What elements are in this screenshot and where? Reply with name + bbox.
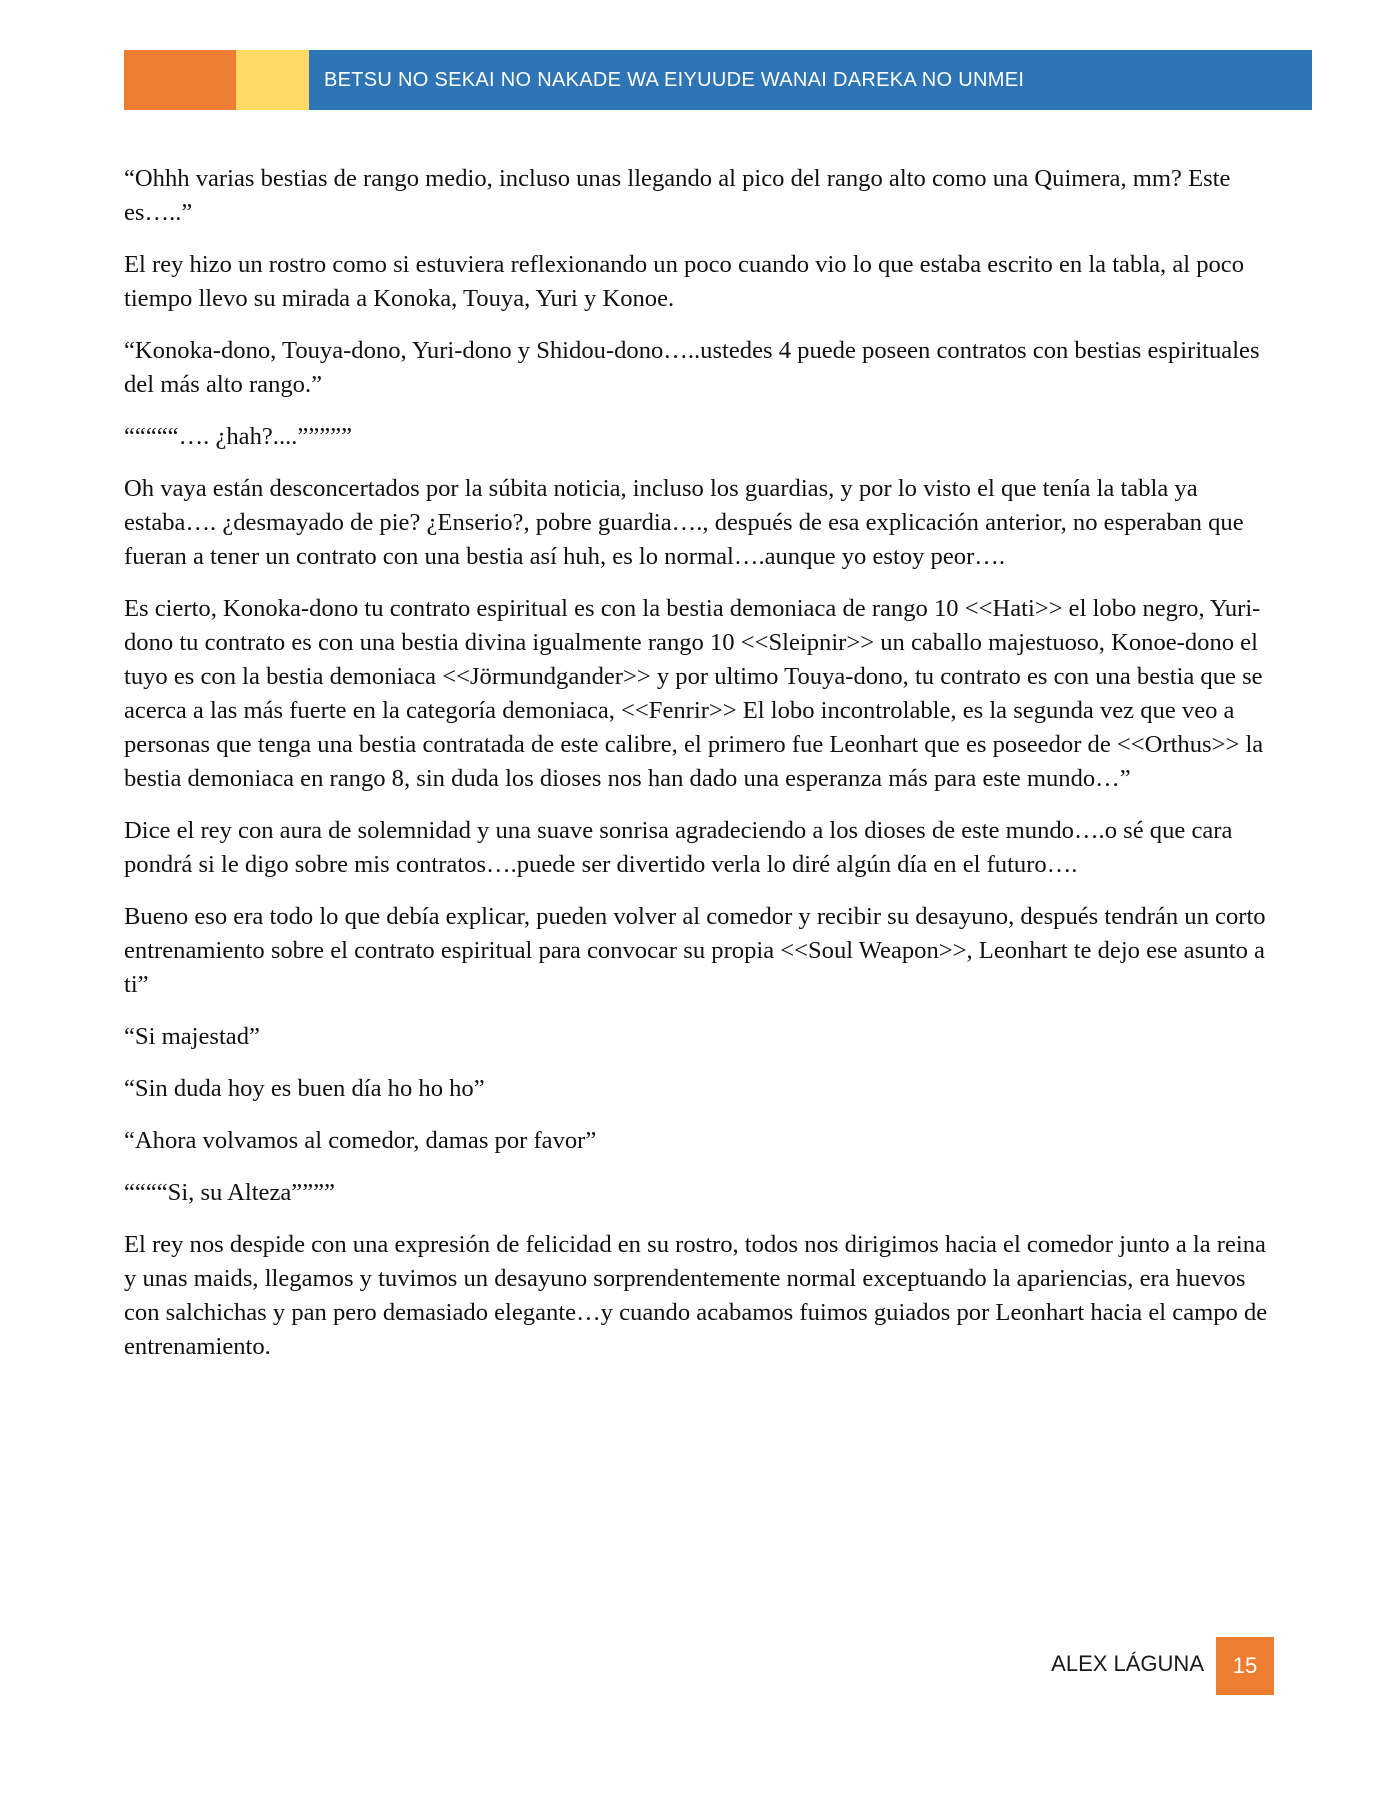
paragraph: “Ohhh varias bestias de rango medio, incluso unas llegando al pico del rango alto como una Quimera, mm? Este es…..” — [124, 165, 1231, 226]
header-title: BETSU NO SEKAI NO NAKADE WA EIYUUDE WANAI DAREKA NO UNMEI — [309, 50, 1312, 110]
document-body — [124, 162, 1274, 1382]
paragraph: Oh vaya están desconcertados por la súbita noticia, incluso los guardias, y por lo visto el que tenía la tabla ya estaba…. ¿desmayado de pie? ¿Enserio?, pobre guardia…., después de esa explicación anterior, no esperaban que fueran a tener un contrato con una bestia así huh, es lo normal….aunque yo estoy peor…. — [124, 475, 1244, 570]
paragraph: “Sin duda hoy es buen día ho ho ho” — [124, 1075, 485, 1102]
paragraph: “““““…. ¿hah?....””””” — [124, 423, 352, 450]
paragraph: ““““Si, su Alteza”””” — [124, 1179, 335, 1206]
paragraph: Bueno eso era todo lo que debía explicar, pueden volver al comedor y recibir su desayuno, después tendrán un corto entrenamiento sobre el contrato espiritual para convocar su propia <<Soul Weapon>>, Leonhart te dejo ese asunto a ti” — [124, 903, 1266, 998]
paragraph: “Konoka-dono, Touya-dono, Yuri-dono y Shidou-dono…..ustedes 4 puede poseen contratos con bestias espirituales del más alto rango.” — [124, 337, 1260, 398]
header-yellow-block — [236, 50, 309, 110]
footer-author: ALEX LÁGUNA — [1051, 1651, 1204, 1676]
paragraph: Es cierto, Konoka-dono tu contrato espiritual es con la bestia demoniaca de rango 10 <<Hati>> el lobo negro, Yuri-dono tu contrato es con una bestia divina igualmente rango 10 <<Sleipnir>> un caballo majestuoso, Konoe-dono el tuyo es con la bestia demoniaca <<Jörmundgander>> y por ultimo Touya-dono, tu contrato es con una bestia que se acerca a las más fuerte en la categoría demoniaca, <<Fenrir>> El lobo incontrolable, es la segunda vez que veo a personas que tenga una bestia contratada de este calibre, el primero fue Leonhart que es poseedor de <<Orthus>> la bestia demoniaca en rango 8, sin duda los dioses nos han dado una esperanza más para este mundo…” — [124, 595, 1264, 792]
paragraph: “Si majestad” — [124, 1023, 260, 1050]
page-header — [124, 50, 1312, 110]
paragraph: El rey hizo un rostro como si estuviera reflexionando un poco cuando vio lo que estaba escrito en la tabla, al poco tiempo llevo su mirada a Konoka, Touya, Yuri y Konoe. — [124, 251, 1245, 312]
paragraph: Dice el rey con aura de solemnidad y una suave sonrisa agradeciendo a los dioses de este mundo….o sé que cara pondrá si le digo sobre mis contratos….puede ser divertido verla lo diré algún día en el futuro…. — [124, 817, 1233, 878]
paragraph: El rey nos despide con una expresión de felicidad en su rostro, todos nos dirigimos hacia el comedor junto a la reina y unas maids, llegamos y tuvimos un desayuno sorprendentemente normal exceptuando la apariencias, era huevos con salchichas y pan pero demasiado elegante…y cuando acabamos fuimos guiados por Leonhart hacia el campo de entrenamiento. — [124, 1231, 1268, 1360]
header-orange-block — [124, 50, 236, 110]
page-number: 15 — [1216, 1637, 1274, 1695]
paragraph: “Ahora volvamos al comedor, damas por favor” — [124, 1127, 597, 1154]
